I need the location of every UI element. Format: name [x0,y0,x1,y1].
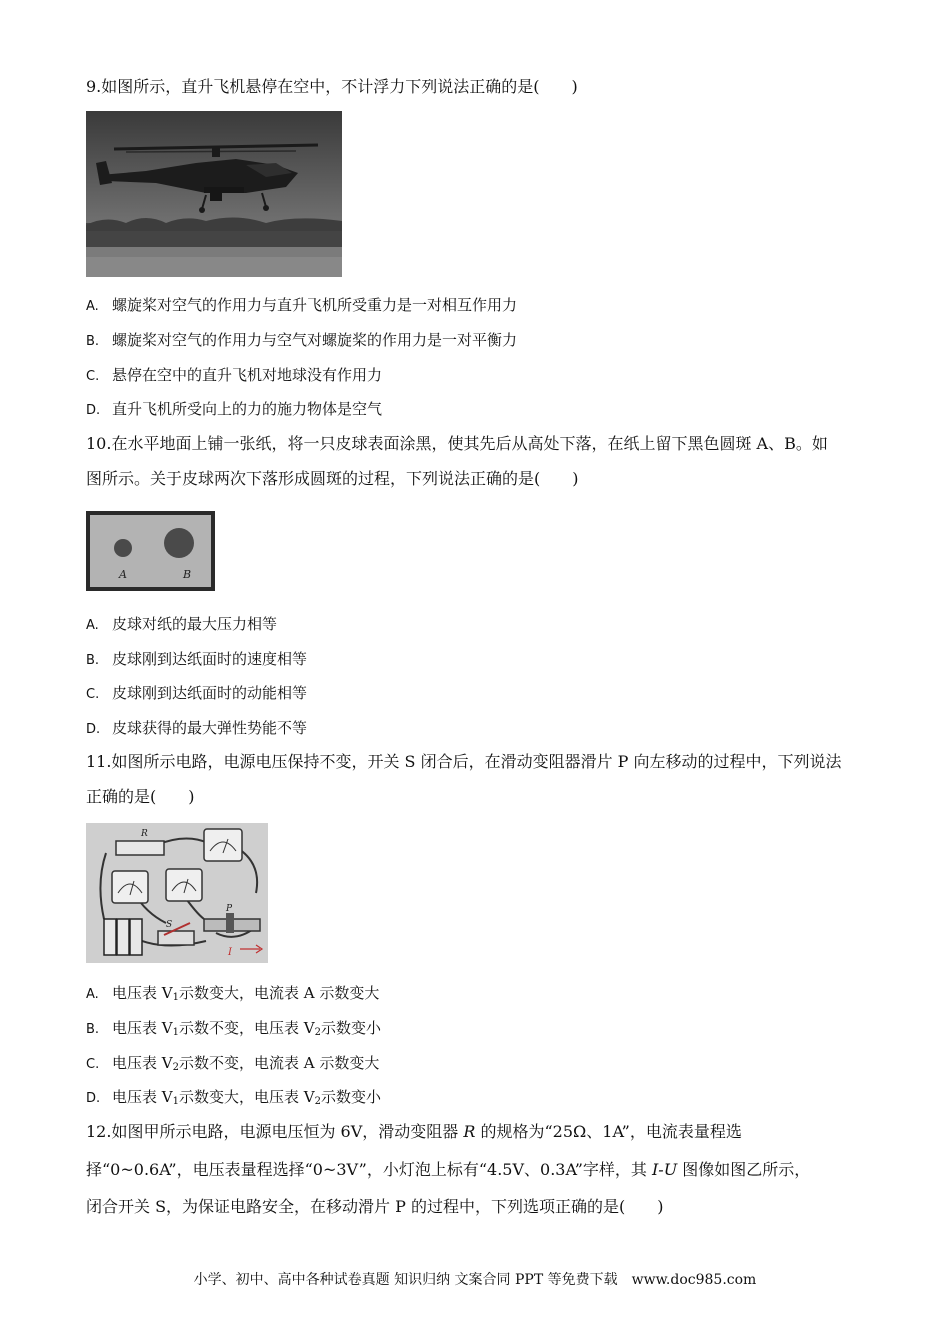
ball-spots-figure [86,511,215,591]
helicopter-photo [86,111,342,277]
q10-option-b: B. 皮球刚到达纸面时的速度相等 [86,650,308,668]
spot-a-label: A [119,568,127,581]
q9-stem: 9.如图所示，直升飞机悬停在空中，不计浮力下列说法正确的是( ) [86,77,578,96]
q11-stem-line2: 正确的是( ) [86,787,195,806]
switch-label: S [166,920,173,930]
q12-stem-line2: 择“0~0.6A”，电压表量程选择“0~3V”，小灯泡上标有“4.5V、0.3A”字样，其 I-U 图像如图乙所示， [86,1160,811,1179]
q9-option-d: D. 直升飞机所受向上的力的施力物体是空气 [86,400,383,418]
q10-option-d: D. 皮球获得的最大弹性势能不等 [86,719,308,737]
q11-stem-line1: 11.如图所示电路，电源电压保持不变，开关 S 闭合后，在滑动变阻器滑片 P 向左移动的过程中，下列说法 [86,752,842,771]
q11-option-a: A. 电压表 $V_1$示数变大，电流表 A 示数变大 [86,984,380,1003]
q12-stem-line1: 12.如图甲所示电路，电源电压恒为 6V，滑动变阻器 R 的规格为“25Ω、1A”，电流表量程选 [86,1122,742,1141]
q9-option-c: C. 悬停在空中的直升飞机对地球没有作用力 [86,366,383,384]
q11-option-d: D. 电压表 $V_1$示数变大，电压表 $V_2$示数变小 [86,1088,381,1107]
spot-b-label: B [183,568,192,581]
current-label: I [228,947,232,958]
q11-option-b: B. 电压表 $V_1$示数不变，电压表 $V_2$示数变小 [86,1019,381,1038]
page-footer: 小学、初中、高中各种试卷真题 知识归纳 文案合同 PPT 等免费下载 www.doc985.com [193,1272,757,1288]
circuit-photo [86,823,268,963]
q9-option-b: B. 螺旋桨对空气的作用力与空气对螺旋桨的作用力是一对平衡力 [86,331,518,349]
slider-label: P [226,904,233,914]
resistor-label: R [141,829,148,839]
q10-option-a: A. 皮球对纸的最大压力相等 [86,615,278,633]
q10-stem-line2: 图所示。关于皮球两次下落形成圆斑的过程，下列说法正确的是( ) [86,469,579,488]
q10-option-c: C. 皮球刚到达纸面时的动能相等 [86,684,308,702]
q11-option-c: C. 电压表 $V_2$示数不变，电流表 A 示数变大 [86,1054,380,1073]
q9-option-a: A. 螺旋桨对空气的作用力与直升飞机所受重力是一对相互作用力 [86,296,518,314]
q12-stem-line3: 闭合开关 S，为保证电路安全，在移动滑片 P 的过程中，下列选项正确的是( ) [86,1197,664,1216]
q10-stem-line1: 10.在水平地面上铺一张纸，将一只皮球表面涂黑，使其先后从高处下落，在纸上留下黑色圆斑 A、B。如 [86,434,828,453]
